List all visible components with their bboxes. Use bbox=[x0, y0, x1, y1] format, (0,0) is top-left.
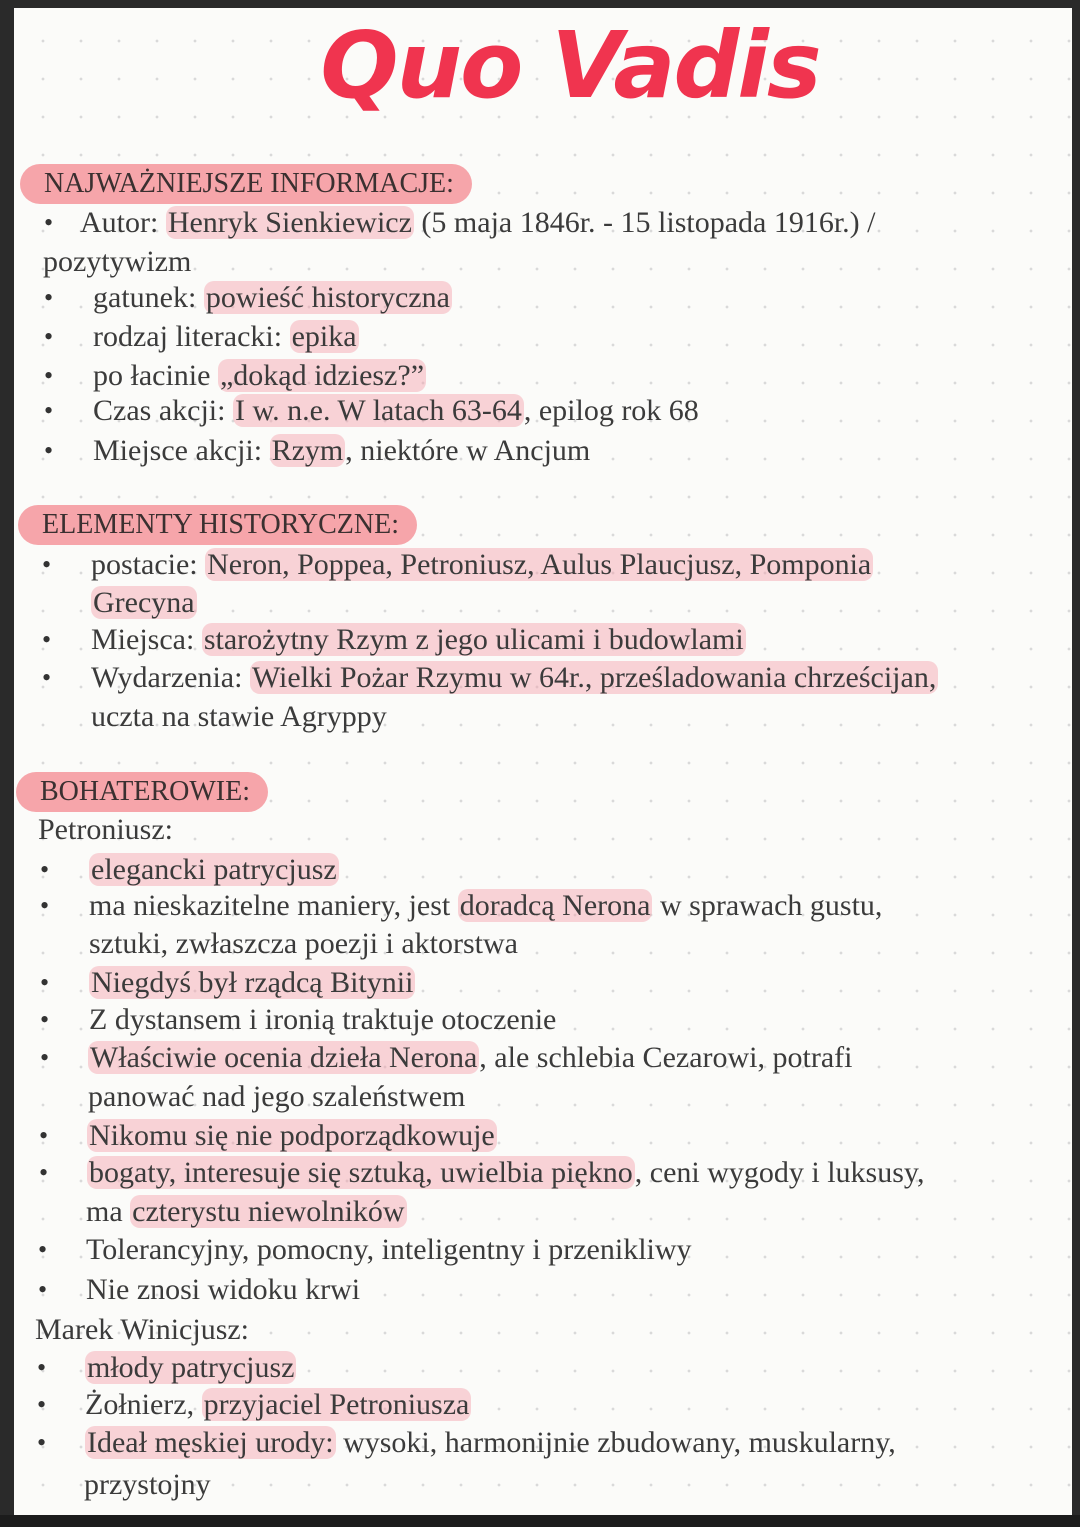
list-item bbox=[80, 205, 876, 241]
highlighted-text: doradcą Nerona bbox=[459, 889, 651, 922]
section-heading bbox=[16, 772, 268, 812]
text-segment: ma bbox=[86, 1195, 131, 1228]
bullet-icon: • bbox=[44, 436, 54, 465]
list-item bbox=[87, 1118, 497, 1154]
highlighted-text: przyjaciel Petroniusza bbox=[203, 1388, 470, 1421]
text-segment: pozytywizm bbox=[43, 245, 192, 278]
text-segment: , ale schlebia Cezarowi, potrafi bbox=[479, 1041, 853, 1074]
list-item bbox=[89, 1002, 556, 1038]
text-segment: ma nieskazitelne maniery, jest bbox=[89, 889, 458, 922]
bullet-icon: • bbox=[42, 663, 52, 692]
text-segment: gatunek: bbox=[93, 281, 204, 314]
list-item bbox=[89, 888, 882, 924]
highlighted-text: powieść historyczna bbox=[205, 281, 450, 314]
text-segment: przystojny bbox=[84, 1468, 211, 1501]
list-item bbox=[85, 1387, 471, 1423]
highlighted-text: czterystu niewolników bbox=[132, 1195, 405, 1228]
list-item bbox=[91, 660, 938, 696]
text-segment: Miejsca: bbox=[91, 623, 202, 656]
highlighted-text: Niegdyś był rządcą Bitynii bbox=[91, 966, 414, 999]
bullet-icon: • bbox=[38, 1275, 48, 1304]
bullet-icon: • bbox=[44, 283, 54, 312]
bullet-icon: • bbox=[40, 855, 50, 884]
highlighted-text: Neron, Poppea, Petroniusz, Aulus Plaucjusz, Pomponia bbox=[207, 548, 872, 581]
list-item bbox=[91, 622, 746, 658]
highlighted-text: epika bbox=[291, 320, 357, 353]
list-item bbox=[91, 699, 387, 735]
text-segment: rodzaj literacki: bbox=[93, 320, 290, 353]
list-item bbox=[85, 1350, 296, 1386]
bullet-icon: • bbox=[40, 1043, 50, 1072]
highlighted-text: Wielki Pożar Rzymu w 64r., prześladowania chrześcijan, bbox=[251, 661, 937, 694]
bullet-icon: • bbox=[37, 1353, 47, 1382]
list-item bbox=[89, 852, 339, 888]
text-segment: sztuki, zwłaszcza poezji i aktorstwa bbox=[89, 927, 518, 960]
text-segment: wysoki, harmonijnie zbudowany, muskularny, bbox=[335, 1426, 896, 1459]
highlighted-text: Właściwie ocenia dzieła Nerona bbox=[90, 1041, 478, 1074]
text-segment: Miejsce akcji: bbox=[93, 434, 270, 467]
bullet-icon: • bbox=[44, 208, 54, 237]
list-item bbox=[88, 1079, 465, 1115]
list-item bbox=[86, 1194, 407, 1230]
highlighted-text: bogaty, interesuje się sztuką, uwielbia piękno bbox=[89, 1156, 633, 1189]
page-title: Quo Vadis bbox=[320, 12, 820, 119]
list-item bbox=[85, 1425, 896, 1461]
list-item bbox=[89, 965, 415, 1001]
text-segment: panować nad jego szaleństwem bbox=[88, 1080, 466, 1113]
highlighted-text: Henryk Sienkiewicz bbox=[167, 206, 412, 239]
bullet-icon: • bbox=[37, 1428, 47, 1457]
text-segment: NAJWAŻNIEJSZE INFORMACJE: bbox=[44, 168, 454, 199]
highlighted-text: I w. n.e. W latach 63-64 bbox=[234, 394, 522, 427]
list-item bbox=[84, 1467, 211, 1503]
bullet-icon: • bbox=[40, 968, 50, 997]
highlighted-text: starożytny Rzym z jego ulicami i budowlami bbox=[203, 623, 744, 656]
highlighted-text: młody patrycjusz bbox=[87, 1351, 295, 1384]
list-item bbox=[93, 433, 590, 469]
bullet-icon: • bbox=[40, 891, 50, 920]
text-segment: (5 maja 1846r. - 15 listopada 1916r.) / bbox=[413, 206, 876, 239]
text-segment: Petroniusz: bbox=[38, 813, 173, 846]
highlighted-text: Nikomu się nie podporządkowuje bbox=[89, 1119, 495, 1152]
highlighted-text: elegancki patrycjusz bbox=[91, 853, 337, 886]
list-item bbox=[86, 1272, 360, 1308]
list-item bbox=[93, 393, 699, 429]
list-item bbox=[93, 280, 452, 316]
bullet-icon: • bbox=[44, 361, 54, 390]
bullet-icon: • bbox=[37, 1390, 47, 1419]
list-item bbox=[89, 926, 518, 962]
highlighted-text: „dokąd idziesz?” bbox=[219, 359, 425, 392]
text-segment: Czas akcji: bbox=[93, 394, 233, 427]
bullet-icon: • bbox=[40, 1005, 50, 1034]
text-segment: uczta na stawie Agryppy bbox=[91, 700, 387, 733]
list-item bbox=[87, 1155, 924, 1191]
text-segment: , ceni wygody i luksusy, bbox=[634, 1156, 925, 1189]
text-segment: Z dystansem i ironią traktuje otoczenie bbox=[89, 1003, 557, 1036]
section-heading bbox=[20, 164, 472, 204]
list-item bbox=[93, 319, 359, 355]
text-segment: , epilog rok 68 bbox=[523, 394, 699, 427]
text-segment: BOHATEROWIE: bbox=[40, 776, 250, 807]
bullet-icon: • bbox=[39, 1121, 49, 1150]
list-item bbox=[86, 1232, 692, 1268]
list-item bbox=[93, 358, 426, 394]
text-segment: , niektóre w Ancjum bbox=[345, 434, 591, 467]
text-segment: Marek Winicjusz: bbox=[35, 1313, 250, 1346]
page-edge bbox=[0, 1515, 1080, 1527]
list-item bbox=[91, 547, 873, 583]
character-label bbox=[38, 812, 173, 848]
text-segment: Wydarzenia: bbox=[91, 661, 250, 694]
bullet-icon: • bbox=[39, 1158, 49, 1187]
highlighted-text: Grecyna bbox=[93, 586, 195, 619]
bullet-icon: • bbox=[44, 322, 54, 351]
bullet-icon: • bbox=[42, 625, 52, 654]
text-segment: po łacinie bbox=[93, 359, 218, 392]
text-segment: ELEMENTY HISTORYCZNE: bbox=[42, 509, 399, 540]
highlighted-text: Rzym bbox=[271, 434, 344, 467]
list-item bbox=[88, 1040, 852, 1076]
text-segment: postacie: bbox=[91, 548, 206, 581]
text-segment: Nie znosi widoku krwi bbox=[86, 1273, 361, 1306]
section-heading bbox=[18, 505, 417, 545]
bullet-icon: • bbox=[44, 396, 54, 425]
highlighted-text: Ideał męskiej urody: bbox=[87, 1426, 334, 1459]
text-segment: Autor: bbox=[80, 206, 166, 239]
bullet-icon: • bbox=[42, 550, 52, 579]
character-label bbox=[35, 1312, 249, 1348]
character-label bbox=[43, 244, 191, 280]
bullet-icon: • bbox=[38, 1235, 48, 1264]
list-item bbox=[91, 585, 197, 621]
text-segment: w sprawach gustu, bbox=[652, 889, 883, 922]
text-segment: Tolerancyjny, pomocny, inteligentny i przenikliwy bbox=[86, 1233, 692, 1266]
text-segment: Żołnierz, bbox=[85, 1388, 202, 1421]
